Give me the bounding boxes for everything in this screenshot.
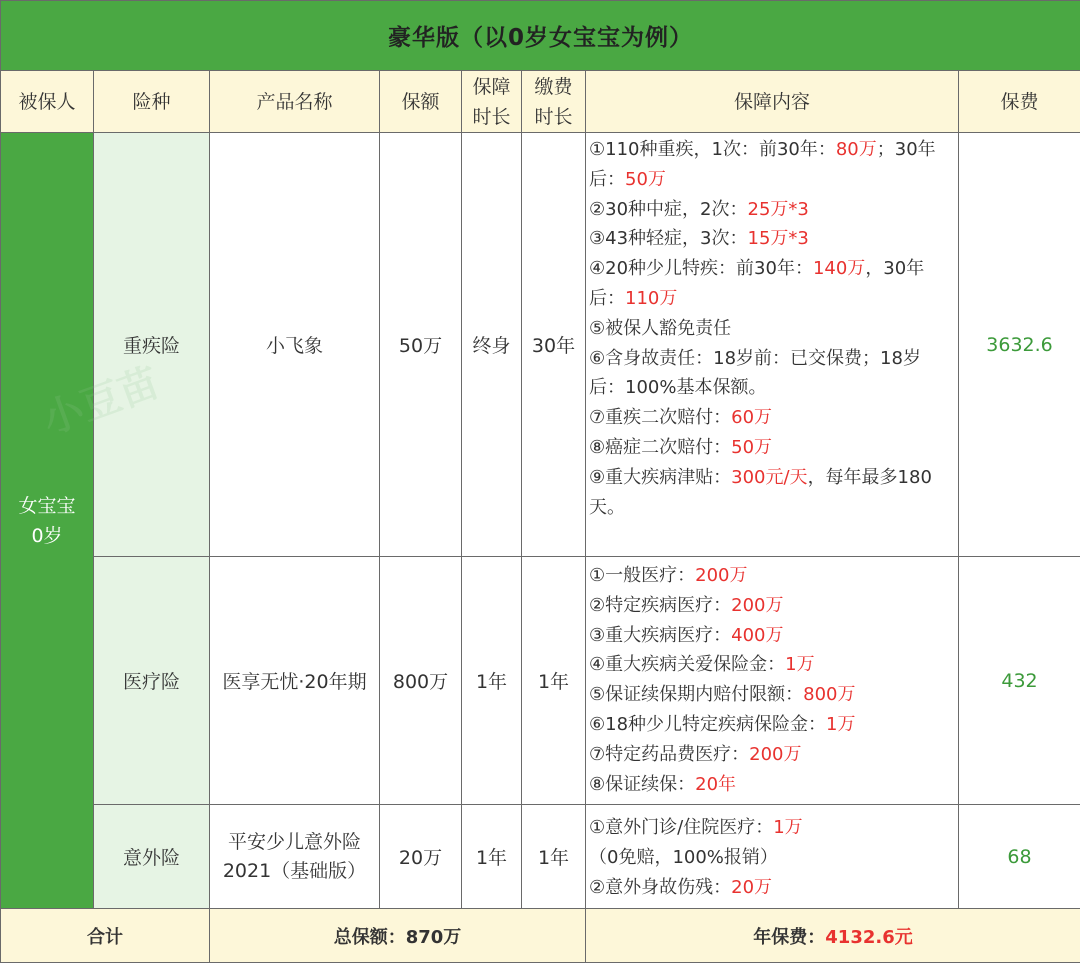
term-cell: 1年: [462, 805, 522, 909]
header-term: 保障 时长: [462, 71, 522, 133]
header-pay: 缴费 时长: [522, 71, 586, 133]
insured-cell: 女宝宝 0岁: [1, 133, 94, 909]
coverage-line: 后：100%基本保额。: [589, 373, 954, 403]
total-amount: 总保额：870万: [210, 909, 586, 963]
table-row: [1, 805, 1080, 909]
coverage-line: ⑧保证续保：20年: [589, 770, 954, 800]
coverage-line: ⑥18种少儿特定疾病保险金：1万: [589, 710, 954, 740]
coverage-line: ⑥含身故责任：18岁前：已交保费；18岁: [589, 344, 954, 374]
premium-cell: 68: [959, 805, 1080, 909]
term-cell: 终身: [462, 133, 522, 557]
premium-cell: 3632.6: [959, 133, 1080, 557]
type-cell: 重疾险: [94, 133, 210, 557]
coverage-cell: [586, 557, 959, 805]
table-row: [1, 133, 1080, 557]
footer-row: [1, 909, 1080, 963]
amount-cell: 50万: [380, 133, 462, 557]
amount-cell: 800万: [380, 557, 462, 805]
coverage-line: ⑨重大疾病津贴：300元/天，每年最多180: [589, 463, 954, 493]
coverage-line: ③43种轻症，3次：15万*3: [589, 224, 954, 254]
coverage-line: ④20种少儿特疾：前30年：140万，30年: [589, 254, 954, 284]
pay-cell: 30年: [522, 133, 586, 557]
coverage-line: ②特定疾病医疗：200万: [589, 591, 954, 621]
coverage-line: ④重大疾病关爱保险金：1万: [589, 650, 954, 680]
coverage-line: ①意外门诊/住院医疗：1万: [589, 813, 954, 843]
coverage-line: 后：50万: [589, 165, 954, 195]
product-cell: 小飞象: [210, 133, 380, 557]
coverage-line: ⑤保证续保期内赔付限额：800万: [589, 680, 954, 710]
coverage-line: ⑦重疾二次赔付：60万: [589, 403, 954, 433]
coverage-line: （0免赔，100%报销）: [589, 843, 954, 873]
header-type: 险种: [94, 71, 210, 133]
header-insured: 被保人: [1, 71, 94, 133]
table-row: [1, 557, 1080, 805]
type-cell: 意外险: [94, 805, 210, 909]
type-cell: 医疗险: [94, 557, 210, 805]
pay-cell: 1年: [522, 805, 586, 909]
total-label: 合计: [1, 909, 210, 963]
coverage-cell: [586, 805, 959, 909]
coverage-line: ③重大疾病医疗：400万: [589, 621, 954, 651]
coverage-line: ⑧癌症二次赔付：50万: [589, 433, 954, 463]
coverage-line: ①一般医疗：200万: [589, 561, 954, 591]
table-title: 豪华版（以0岁女宝宝为例）: [1, 1, 1080, 71]
term-cell: 1年: [462, 557, 522, 805]
coverage-line: ②意外身故伤残：20万: [589, 873, 954, 903]
product-cell: 医享无忧·20年期: [210, 557, 380, 805]
header-premium: 保费: [959, 71, 1080, 133]
total-premium: 年保费：4132.6元: [586, 909, 1080, 963]
premium-cell: 432: [959, 557, 1080, 805]
coverage-line: ⑤被保人豁免责任: [589, 314, 954, 344]
coverage-line: ①110种重疾，1次：前30年：80万；30年: [589, 135, 954, 165]
coverage-line: 天。: [589, 493, 954, 523]
amount-cell: 20万: [380, 805, 462, 909]
coverage-line: ②30种中症，2次：25万*3: [589, 195, 954, 225]
coverage-line: 后：110万: [589, 284, 954, 314]
header-product: 产品名称: [210, 71, 380, 133]
coverage-line: ⑦特定药品费医疗：200万: [589, 740, 954, 770]
header-row: [1, 71, 1080, 133]
header-coverage: 保障内容: [586, 71, 959, 133]
coverage-cell: [586, 133, 959, 557]
header-amount: 保额: [380, 71, 462, 133]
product-cell: 平安少儿意外险 2021（基础版）: [210, 805, 380, 909]
pay-cell: 1年: [522, 557, 586, 805]
